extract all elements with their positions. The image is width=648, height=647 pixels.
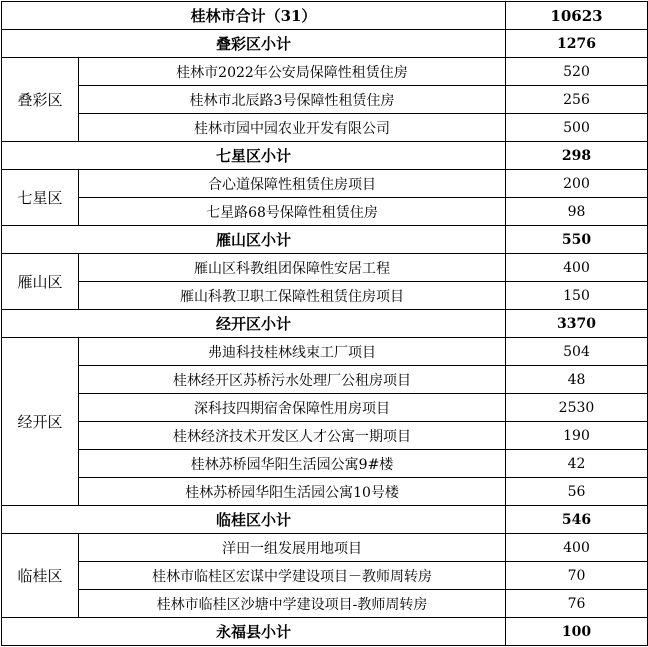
table-row [2, 394, 648, 422]
project-name: 桂林市园中园农业开发有限公司 [79, 114, 506, 142]
table-row [2, 590, 648, 618]
subtotal-label: 经开区小计 [2, 310, 506, 338]
project-value: 500 [506, 114, 648, 142]
project-name: 深科技四期宿舍保障性用房项目 [79, 394, 506, 422]
project-value: 520 [506, 58, 648, 86]
table-row [2, 86, 648, 114]
housing-project-table [1, 1, 648, 646]
project-name: 桂林市北辰路3号保障性租赁住房 [79, 86, 506, 114]
table-row [2, 282, 648, 310]
project-value: 504 [506, 338, 648, 366]
subtotal-row [2, 226, 648, 254]
project-name: 合心道保障性租赁住房项目 [79, 170, 506, 198]
city-total-label: 桂林市合计（31） [2, 2, 506, 30]
region-cell: 临桂区 [2, 534, 79, 618]
project-value: 2530 [506, 394, 648, 422]
project-value: 56 [506, 478, 648, 506]
project-name: 桂林市临桂区宏谋中学建设项目－教师周转房 [79, 562, 506, 590]
table-row [2, 338, 648, 366]
project-name: 七星路68号保障性租赁住房 [79, 198, 506, 226]
project-name: 弗迪科技桂林线束工厂项目 [79, 338, 506, 366]
city-total-value: 10623 [506, 2, 648, 30]
project-name: 桂林苏桥园华阳生活园公寓9#楼 [79, 450, 506, 478]
region-cell: 叠彩区 [2, 58, 79, 142]
region-cell: 经开区 [2, 338, 79, 506]
subtotal-row [2, 506, 648, 534]
subtotal-label: 雁山区小计 [2, 226, 506, 254]
table-row [2, 422, 648, 450]
table-row [2, 478, 648, 506]
table-row [2, 254, 648, 282]
subtotal-value: 550 [506, 226, 648, 254]
project-value: 190 [506, 422, 648, 450]
table-row [2, 58, 648, 86]
table-row [2, 562, 648, 590]
city-total-row [2, 2, 648, 30]
subtotal-label: 七星区小计 [2, 142, 506, 170]
table-row [2, 366, 648, 394]
subtotal-label: 永福县小计 [2, 618, 506, 646]
project-name: 雁山科教卫职工保障性租赁住房项目 [79, 282, 506, 310]
project-value: 42 [506, 450, 648, 478]
table-row [2, 114, 648, 142]
region-cell: 七星区 [2, 170, 79, 226]
subtotal-value: 1276 [506, 30, 648, 58]
table-row [2, 170, 648, 198]
project-value: 400 [506, 534, 648, 562]
table-row [2, 534, 648, 562]
subtotal-label: 临桂区小计 [2, 506, 506, 534]
subtotal-value: 298 [506, 142, 648, 170]
project-value: 70 [506, 562, 648, 590]
project-name: 桂林市临桂区沙塘中学建设项目-教师周转房 [79, 590, 506, 618]
project-value: 400 [506, 254, 648, 282]
project-value: 48 [506, 366, 648, 394]
subtotal-value: 100 [506, 618, 648, 646]
project-name: 雁山区科教组团保障性安居工程 [79, 254, 506, 282]
project-value: 76 [506, 590, 648, 618]
region-cell: 雁山区 [2, 254, 79, 310]
subtotal-value: 3370 [506, 310, 648, 338]
project-name: 桂林经开区苏桥污水处理厂公租房项目 [79, 366, 506, 394]
project-value: 98 [506, 198, 648, 226]
subtotal-row [2, 142, 648, 170]
subtotal-label: 叠彩区小计 [2, 30, 506, 58]
project-name: 桂林经济技术开发区人才公寓一期项目 [79, 422, 506, 450]
project-value: 150 [506, 282, 648, 310]
subtotal-row [2, 618, 648, 646]
subtotal-value: 546 [506, 506, 648, 534]
project-name: 桂林市2022年公安局保障性租赁住房 [79, 58, 506, 86]
table-row [2, 450, 648, 478]
project-value: 256 [506, 86, 648, 114]
subtotal-row [2, 30, 648, 58]
project-name: 桂林苏桥园华阳生活园公寓10号楼 [79, 478, 506, 506]
project-value: 200 [506, 170, 648, 198]
project-name: 洋田一组发展用地项目 [79, 534, 506, 562]
table-row [2, 198, 648, 226]
subtotal-row [2, 310, 648, 338]
